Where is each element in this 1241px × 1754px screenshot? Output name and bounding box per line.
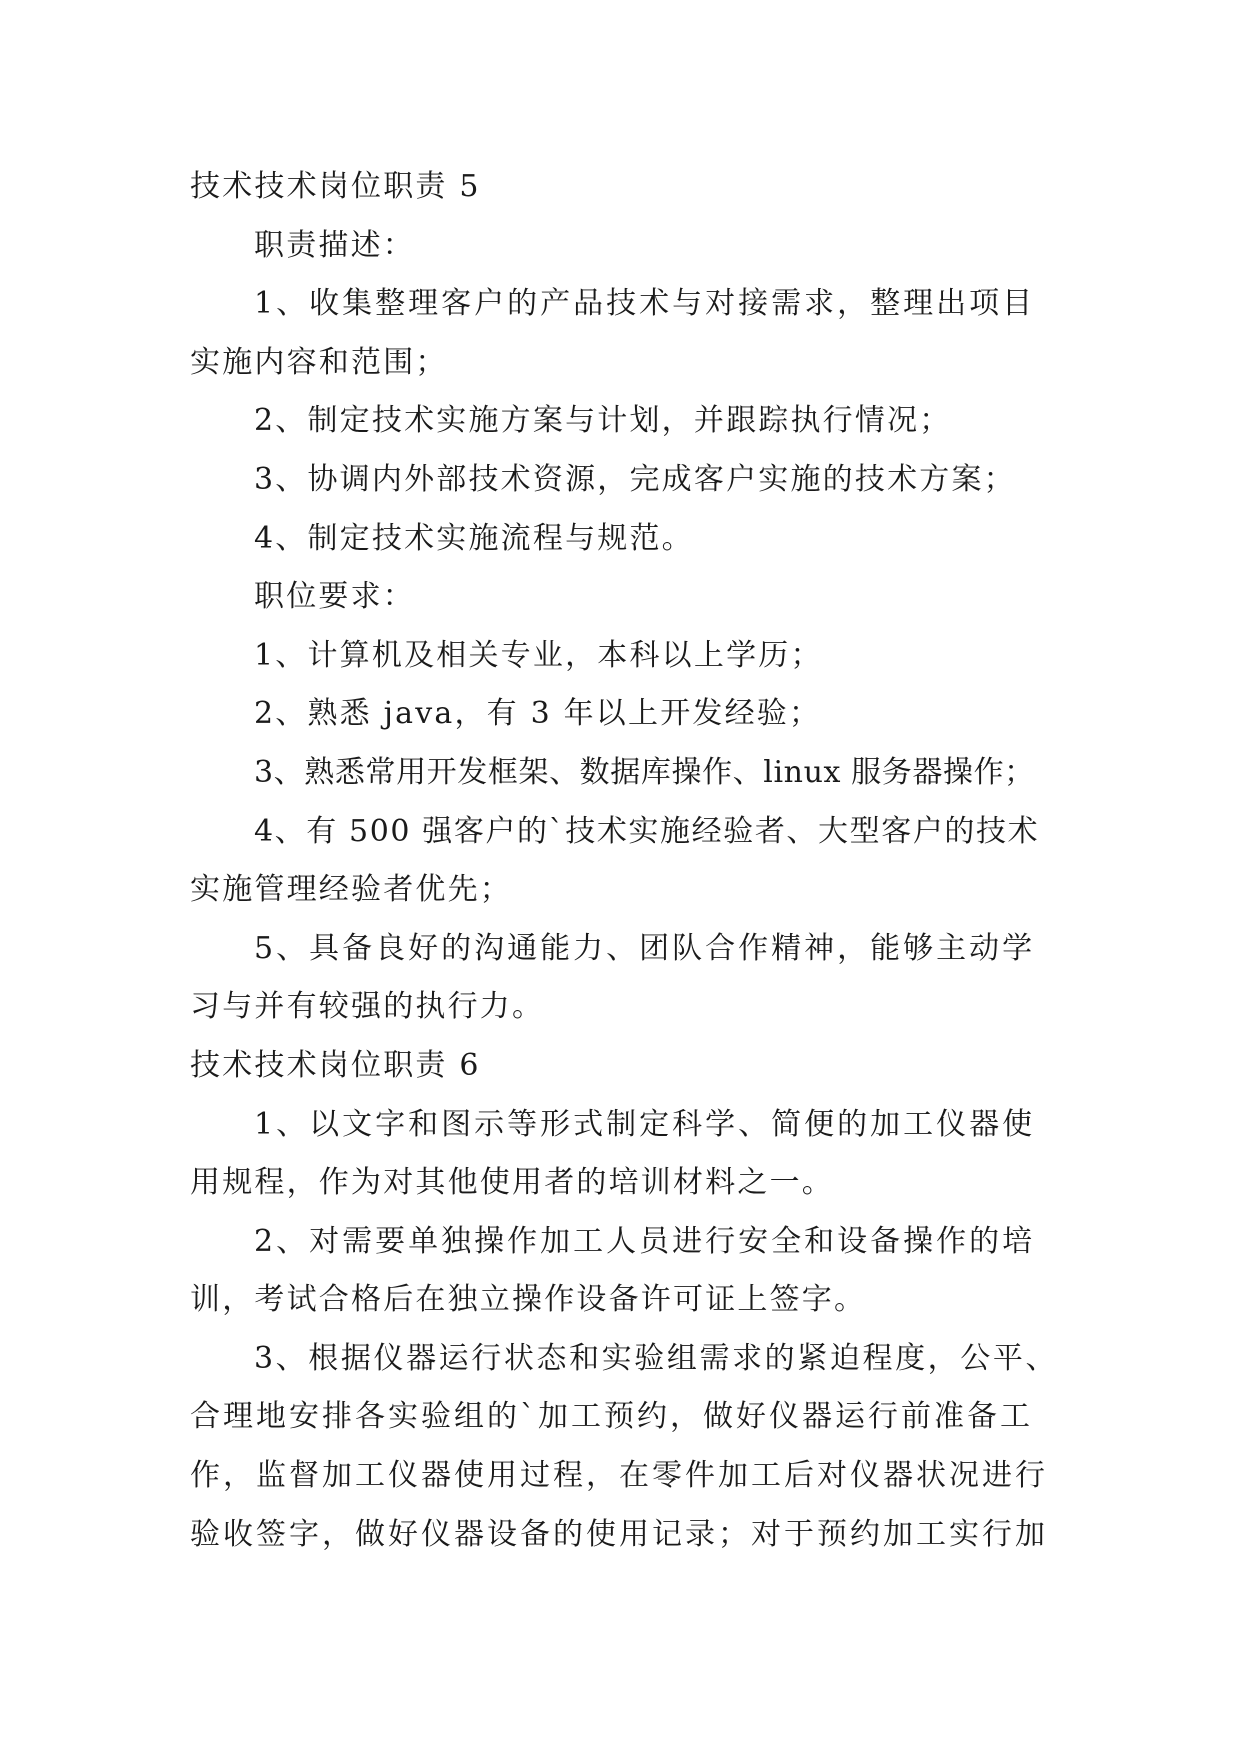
requirement-item-4-line-2: 实施管理经验者优先； (190, 872, 512, 908)
section-6-item-1-line-2: 用规程，作为对其他使用者的培训材料之一。 (190, 1165, 834, 1201)
requirement-item-5-line-2: 习与并有较强的执行力。 (190, 989, 545, 1025)
duty-item-4: 4、制定技术实施流程与规范。 (254, 520, 694, 556)
duty-heading: 职责描述： (254, 227, 415, 263)
duty-item-1-line-1: 1、收集整理客户的产品技术与对接需求，整理出项目 (254, 286, 1036, 322)
section-6-item-3-line-3: 作，监督加工仪器使用过程，在零件加工后对仪器状况进行 (190, 1458, 1048, 1494)
requirement-item-2: 2、熟悉 java，有 3 年以上开发经验； (254, 696, 822, 732)
section-6-item-2-line-1: 2、对需要单独操作加工人员进行安全和设备操作的培 (254, 1223, 1036, 1259)
section-5-title: 技术技术岗位职责 5 (190, 169, 481, 204)
requirement-item-5-line-1: 5、具备良好的沟通能力、团队合作精神，能够主动学 (254, 930, 1036, 966)
section-6-item-3-line-4: 验收签字，做好仪器设备的使用记录；对于预约加工实行加 (190, 1516, 1048, 1552)
section-6-title: 技术技术岗位职责 6 (190, 1047, 481, 1083)
duty-item-3: 3、协调内外部技术资源，完成客户实施的技术方案； (254, 461, 1016, 497)
duty-item-1-line-2: 实施内容和范围； (190, 344, 448, 380)
section-6-item-3-line-1: 3、根据仪器运行状态和实验组需求的紧迫程度，公平、 (254, 1340, 1059, 1376)
requirement-item-1: 1、计算机及相关专业，本科以上学历； (254, 637, 823, 673)
requirement-item-4-line-1: 4、有 500 强客户的`技术实施经验者、大型客户的技术 (254, 813, 1040, 849)
section-6-item-1-line-1: 1、以文字和图示等形式制定科学、简便的加工仪器使 (254, 1106, 1036, 1142)
document-body (190, 158, 1070, 1564)
duty-item-2: 2、制定技术实施方案与计划，并跟踪执行情况； (254, 403, 952, 439)
section-6-item-3-line-2: 合理地安排各实验组的`加工预约，做好仪器运行前准备工 (190, 1399, 1033, 1435)
section-6-item-2-line-2: 训，考试合格后在独立操作设备许可证上签字。 (190, 1282, 867, 1318)
requirement-item-3: 3、熟悉常用开发框架、数据库操作、linux 服务器操作； (254, 754, 1035, 790)
requirement-heading: 职位要求： (254, 579, 415, 615)
